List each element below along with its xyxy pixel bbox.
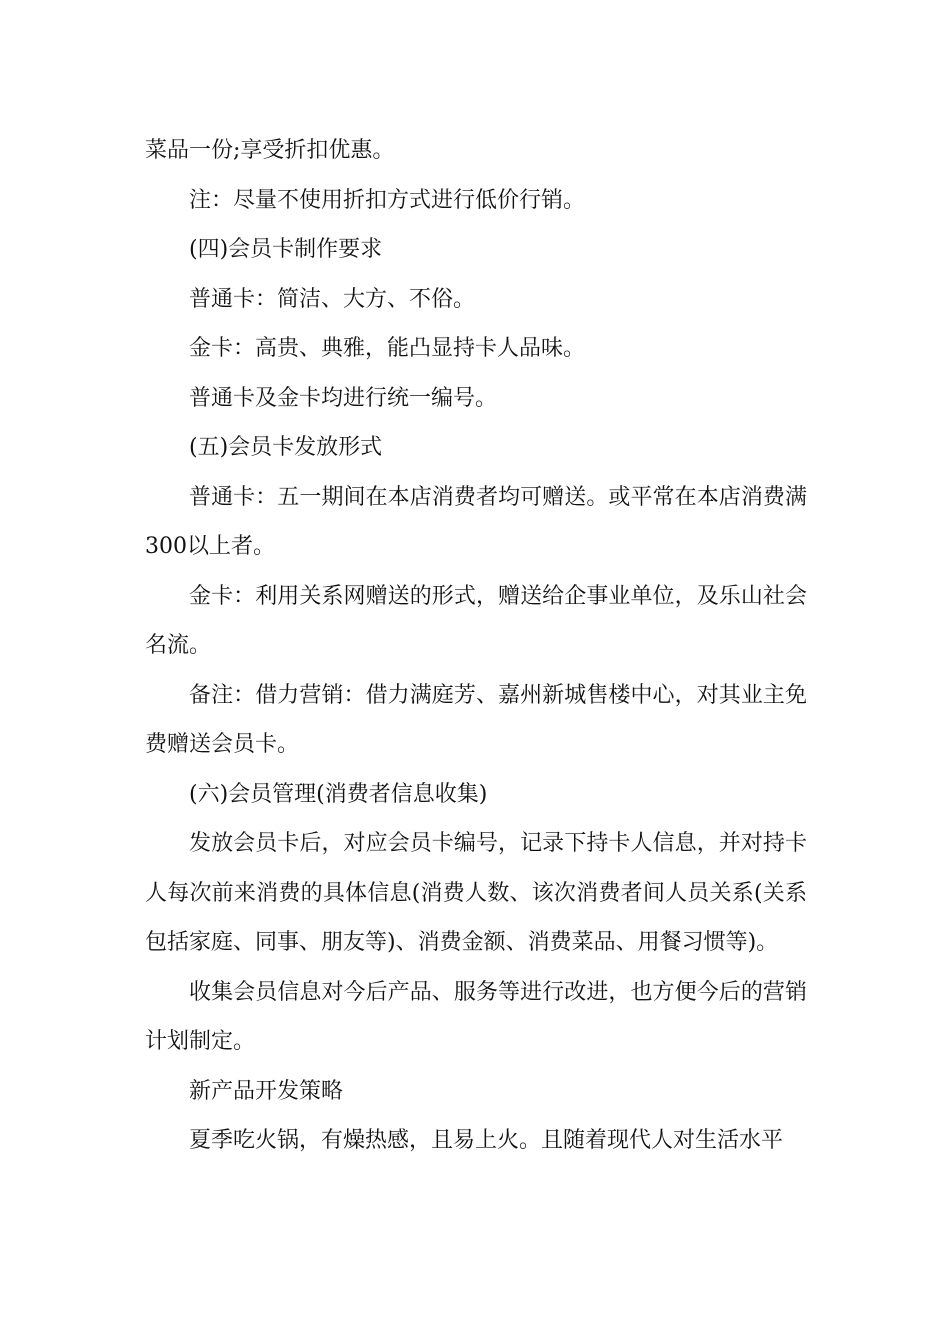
section-heading-new-product: 新产品开发策略 (189, 1078, 344, 1104)
paragraph-15: 夏季吃火锅，有燥热感，且易上火。且随着现代人对生活水平 (189, 1128, 784, 1153)
paragraph-13: 收集会员信息对今后产品、服务等进行改进，也方便今后的营销计划制定。 (145, 979, 807, 1054)
paragraph-2: 注：尽量不使用折扣方式进行低价行销。 (189, 187, 586, 213)
paragraph-6: 普通卡及金卡均进行统一编号。 (189, 385, 498, 411)
paragraph-8: 普通卡：五一期间在本店消费者均可赠送。或平常在本店消费满300以上者。 (145, 484, 807, 559)
section-heading-4: (四)会员卡制作要求 (189, 237, 383, 262)
paragraph-12: 发放会员卡后，对应会员卡编号，记录下持卡人信息，并对持卡人每次前来消费的具体信息(消费人数、该次消费者间人员关系(关系包括家庭、同事、朋友等)、消费金额、消费菜品、用餐习惯等)。 (145, 831, 807, 955)
section-heading-6: (六)会员管理(消费者信息收集) (189, 781, 488, 807)
paragraph-10: 备注：借力营销：借力满庭芳、嘉州新城售楼中心，对其业主免费赠送会员卡。 (145, 682, 807, 757)
document-body (145, 126, 807, 1166)
paragraph-9: 金卡：利用关系网赠送的形式，赠送给企事业单位，及乐山社会名流。 (145, 583, 807, 658)
paragraph-4: 普通卡：简洁、大方、不俗。 (189, 286, 476, 312)
section-heading-5: (五)会员卡发放形式 (189, 435, 383, 460)
paragraph-1: 菜品一份;享受折扣优惠。 (145, 138, 395, 163)
paragraph-5: 金卡：高贵、典雅，能凸显持卡人品味。 (189, 336, 586, 361)
